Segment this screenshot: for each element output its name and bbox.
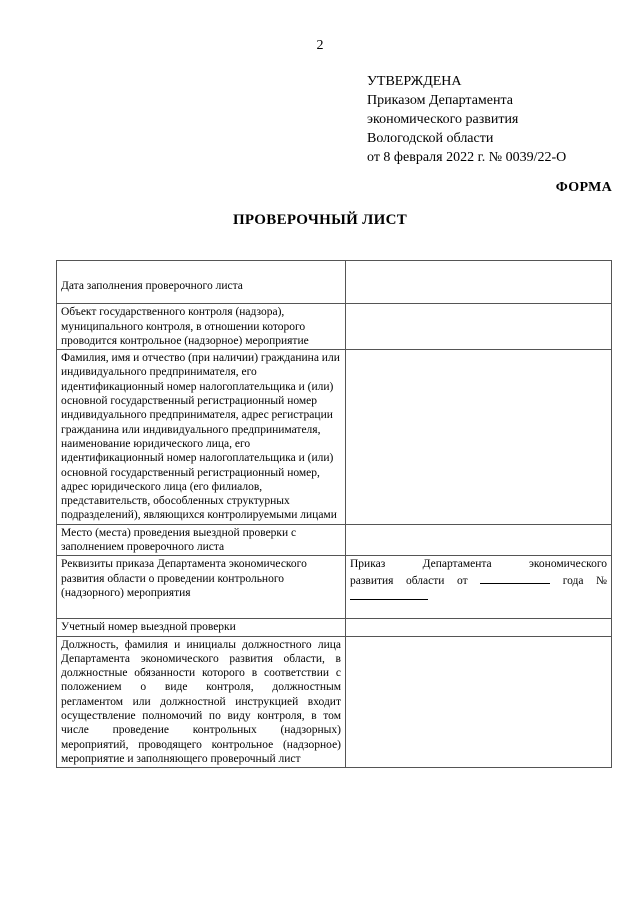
- approval-line-5: от 8 февраля 2022 г. № 0039/22-О: [367, 150, 567, 165]
- row-value-order-details: [346, 556, 612, 619]
- table-row: [57, 304, 612, 350]
- table-row: [57, 524, 612, 556]
- number-blank-line: [350, 588, 428, 600]
- approval-stamp: [367, 72, 627, 167]
- row-label-inspection-place: Место (места) проведения выездной проверки с заполнением проверочного листа: [57, 524, 346, 556]
- row-value-control-object: [346, 304, 612, 350]
- approval-line-2: Приказом Департамента: [367, 93, 513, 108]
- page-number: 2: [316, 38, 324, 53]
- row-value-inspection-place: [346, 524, 612, 556]
- checklist-table: [56, 260, 612, 768]
- approval-line-3: экономического развития: [367, 112, 519, 127]
- approval-line-4: Вологодской области: [367, 131, 494, 146]
- row-value-inspection-number: [346, 619, 612, 636]
- table-row: [57, 350, 612, 525]
- table-row: [57, 261, 612, 304]
- table-row: [57, 619, 612, 636]
- approval-line-1: УТВЕРЖДЕНА: [367, 74, 462, 89]
- row-label-controlled-person: Фамилия, имя и отчество (при наличии) гражданина или индивидуального предпринимателя, его идентификационный номер налогоплательщика и (или) основной государственный регистрационный номер индивидуального предпринимателя, адрес регистрации гражданина или индивидуального предпринимателя, наименование юридического лица, его идентификационный номер налогоплательщика и (или) основной государственный регистрационный номер, адрес юридического лица (его филиалов, представительств, обособленных структурных подразделений), являющихся контролируемыми лицами: [57, 350, 346, 525]
- row-label-control-object: Объект государственного контроля (надзора), муниципального контроля, в отношении которого проводится контрольное (надзорное) мероприятие: [57, 304, 346, 350]
- row-value-fill-date: [346, 261, 612, 304]
- order-text-line-1: Приказ Департамента экономического: [350, 558, 607, 571]
- order-text-number-prefix: года №: [562, 574, 608, 587]
- row-label-fill-date: Дата заполнения проверочного листа: [57, 261, 346, 304]
- table-row: [57, 556, 612, 619]
- order-text-line-2: [350, 572, 607, 588]
- table-row: [57, 636, 612, 768]
- document-title: ПРОВЕРОЧНЫЙ ЛИСТ: [232, 212, 408, 228]
- row-value-official: [346, 636, 612, 768]
- row-label-official: Должность, фамилия и инициалы должностного лица Департамента экономического развития области, в должностные обязанности которого в соответствии с положением о виде контроля, должностным регламентом или должностной инструкцией входит осуществление полномочий по виду контроля, в том числе проведение контрольных (надзорных) мероприятий, проводящего контрольное (надзорное) мероприятие и заполняющего проверочный лист: [57, 636, 346, 768]
- form-label: ФОРМА: [555, 180, 612, 195]
- row-label-inspection-number: Учетный номер выездной проверки: [57, 619, 346, 636]
- order-text-date-prefix: развития области от: [350, 574, 468, 587]
- date-blank-line: [480, 572, 550, 584]
- row-value-controlled-person: [346, 350, 612, 525]
- row-label-order-details: Реквизиты приказа Департамента экономического развития области о проведении контрольного (надзорного) мероприятия: [57, 556, 346, 619]
